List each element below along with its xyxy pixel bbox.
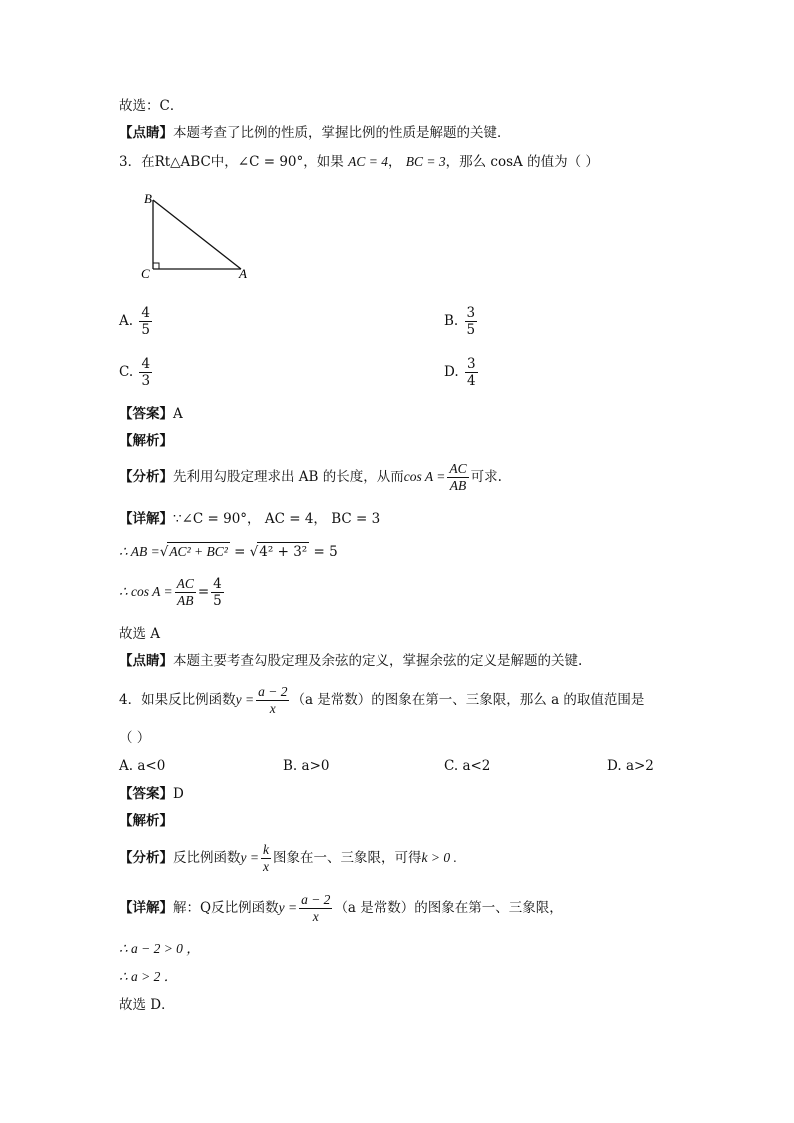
q4-option-b[interactable]: B. a>0 [283, 758, 330, 774]
q3-detail: 【详解】∵∠C = 90°， AC = 4， BC = 3 [119, 511, 381, 527]
q4-jiexi: 【解析】 [119, 813, 173, 829]
q4-option-d[interactable]: D. a>2 [607, 758, 654, 774]
q3-jiexi: 【解析】 [119, 433, 173, 449]
q3-analysis: 【分析】先利用勾股定理求出 AB 的长度，从而cos A = $\frac{AC}{AB}$ 可求. [119, 461, 502, 493]
q4-step-1: ∴ a − 2 > 0 ， [119, 941, 200, 956]
comment-line: 【点睛】本题考查了比例的性质，掌握比例的性质是解题的关键． [119, 125, 511, 141]
q4-conclusion: 故选 D． [119, 997, 175, 1013]
q4-analysis: 【分析】反比例函数y = $\frac{k}{x}$ 图象在一、三象限，可得k > 0 . [119, 842, 457, 874]
right-angle-mark [153, 263, 159, 269]
q3-conclusion: 故选 A [119, 626, 161, 642]
q3-answer: 【答案】A [119, 406, 183, 422]
q3-comment: 【点睛】本题主要考查勾股定理及余弦的定义，掌握余弦的定义是解题的关键. [119, 653, 583, 669]
question-4: 4．如果反比例函数y = $\frac{a - 2}{x}$ （a 是常数）的图象在第一、三象限，那么 a 的取值范围是 [119, 684, 645, 716]
q4-step-2: ∴ a > 2 ． [119, 969, 178, 984]
q3-step-cos: ∴ cos A = $\frac{AC}{AB}$ = $\frac{4}{5}$ [119, 576, 222, 609]
q3-option-b[interactable]: B. $\frac{3}{5}$ [444, 305, 476, 338]
q4-detail: 【详解】解：Q反比例函数y = $\frac{a - 2}{x}$ （a 是常数）的图象在第一、三象限， [119, 892, 563, 924]
q3-option-c[interactable]: C. $\frac{4}{3}$ [119, 356, 151, 389]
side-ab [153, 200, 241, 269]
q3-option-d[interactable]: D. $\frac{3}{4}$ [444, 356, 476, 389]
vertex-b: B [144, 191, 152, 206]
q3-step-ab: ∴ AB =√AC² + BC² = √4² + 3² = 5 [119, 544, 338, 560]
q4-option-c[interactable]: C. a<2 [444, 758, 491, 774]
question-3: 3．在Rt△ABC中，∠C = 90°，如果 AC = 4， BC = 3，那么 cosA 的值为（ ） [119, 154, 599, 170]
vertex-c: C [141, 266, 150, 281]
q3-option-a[interactable]: A. $\frac{4}{5}$ [119, 305, 150, 338]
q4-option-a[interactable]: A. a<0 [119, 758, 166, 774]
q4-answer: 【答案】D [119, 786, 184, 802]
right-triangle-figure [138, 188, 258, 283]
conclusion-line: 故选：C． [119, 98, 184, 114]
vertex-a: A [239, 266, 247, 281]
question-4-paren: （ ） [119, 730, 151, 746]
